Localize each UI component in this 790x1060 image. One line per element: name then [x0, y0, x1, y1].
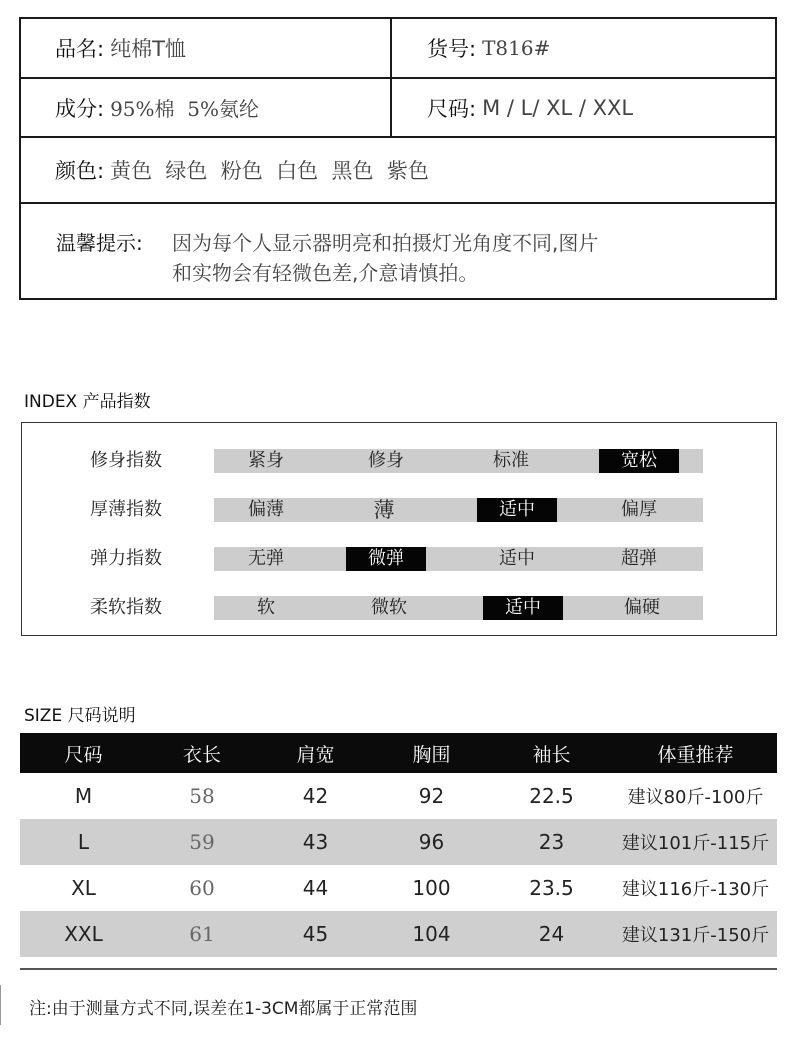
material-label: 成分:	[55, 96, 105, 121]
product-name-value: 纯棉T恤	[110, 37, 186, 61]
index-option: 适中	[499, 548, 535, 569]
colors-label: 颜色:	[55, 159, 105, 183]
table-row	[20, 819, 777, 865]
table-bottom-rule	[20, 968, 777, 970]
tip-line-1: 因为每个人显示器明亮和拍摄灯光角度不同,图片	[172, 231, 599, 255]
sizes-value: M / L/ XL / XXL	[482, 95, 634, 120]
index-row-thickness	[22, 498, 776, 522]
table-cell: M	[74, 784, 93, 808]
table-cell: 104	[374, 911, 489, 957]
table-cell: XL	[71, 876, 96, 900]
size-table	[20, 733, 777, 970]
size-table-header	[20, 733, 777, 773]
material	[55, 79, 259, 136]
footnote: 注:由于测量方式不同,误差在1-3CM都属于正常范围	[29, 999, 418, 1019]
table-cell: 58	[189, 784, 215, 808]
product-code-label: 货号:	[427, 37, 477, 61]
table-row	[20, 773, 777, 819]
index-option: 偏薄	[248, 499, 284, 520]
index-option: 标准	[493, 450, 529, 471]
index-option: 偏硬	[624, 597, 660, 618]
index-row-label: 弹力指数	[90, 548, 162, 569]
table-cell: 24	[489, 911, 614, 957]
tip-label: 温馨提示:	[56, 231, 143, 255]
product-info-table	[19, 17, 777, 300]
index-option: 紧身	[248, 450, 284, 471]
index-option: 无弹	[248, 548, 284, 569]
index-option: 超弹	[621, 548, 657, 569]
table-cell: 42	[302, 784, 329, 808]
index-option: 微软	[371, 597, 407, 618]
info-row-name	[21, 19, 775, 79]
index-option-selected: 宽松	[599, 449, 679, 473]
table-row	[20, 911, 777, 957]
index-row-softness	[22, 596, 776, 620]
table-cell: 22.5	[529, 784, 574, 808]
table-cell: L	[20, 819, 147, 865]
index-panel	[21, 422, 777, 636]
table-cell: 建议131斤-150斤	[614, 911, 777, 957]
header-cell: 体重推荐	[614, 733, 777, 773]
tip-note	[56, 228, 599, 285]
table-cell: 59	[147, 819, 257, 865]
colors	[55, 138, 429, 202]
index-option: 薄	[373, 498, 395, 522]
size-title: SIZE 尺码说明	[24, 706, 136, 726]
table-cell: 92	[418, 784, 445, 808]
table-cell: 61	[147, 911, 257, 957]
product-name-label: 品名:	[55, 37, 105, 61]
table-cell: 100	[412, 876, 451, 900]
table-row	[20, 865, 777, 911]
header-cell: 肩宽	[257, 733, 374, 773]
product-name	[55, 19, 186, 77]
product-code-value: T816#	[482, 36, 551, 60]
header-cell: 尺码	[20, 733, 147, 773]
index-row-stretch	[22, 547, 776, 571]
info-row-colors	[21, 138, 775, 204]
header-cell: 胸围	[374, 733, 489, 773]
table-cell: 23	[489, 819, 614, 865]
table-cell: 建议116斤-130斤	[621, 879, 770, 900]
table-cell: 建议101斤-115斤	[614, 819, 777, 865]
index-option-selected: 适中	[477, 498, 557, 522]
info-row-material	[21, 79, 775, 138]
material-value: 95%棉 5%氨纶	[110, 97, 259, 121]
sizes-label: 尺码:	[427, 96, 477, 121]
table-cell: 60	[189, 876, 215, 900]
header-cell: 袖长	[489, 733, 614, 773]
tip-line-2: 和实物会有轻微色差,介意请慎拍。	[172, 261, 479, 285]
table-cell: 45	[257, 911, 374, 957]
edge-divider	[0, 985, 1, 1025]
index-option: 软	[257, 597, 275, 618]
index-option: 修身	[368, 450, 404, 471]
table-cell: 43	[257, 819, 374, 865]
info-row-tip	[21, 204, 775, 300]
table-cell: XXL	[20, 911, 147, 957]
sizes	[427, 79, 633, 136]
index-row-label: 厚薄指数	[90, 499, 162, 520]
colors-value: 黄色 绿色 粉色 白色 黑色 紫色	[110, 159, 429, 183]
index-row-label: 修身指数	[90, 450, 162, 471]
table-cell: 44	[302, 876, 329, 900]
header-cell: 衣长	[147, 733, 257, 773]
table-cell: 96	[374, 819, 489, 865]
index-row-fit	[22, 449, 776, 473]
index-bar	[214, 498, 703, 522]
index-bar	[214, 596, 703, 620]
index-title: INDEX 产品指数	[24, 392, 151, 412]
index-bar	[214, 449, 703, 473]
index-option-selected: 微弹	[346, 547, 426, 571]
index-row-label: 柔软指数	[90, 597, 162, 618]
table-cell: 23.5	[529, 876, 574, 900]
index-option: 偏厚	[621, 499, 657, 520]
table-cell: 建议80斤-100斤	[627, 787, 764, 808]
index-bar	[214, 547, 703, 571]
product-code	[427, 19, 550, 77]
index-option-selected: 适中	[483, 596, 563, 620]
